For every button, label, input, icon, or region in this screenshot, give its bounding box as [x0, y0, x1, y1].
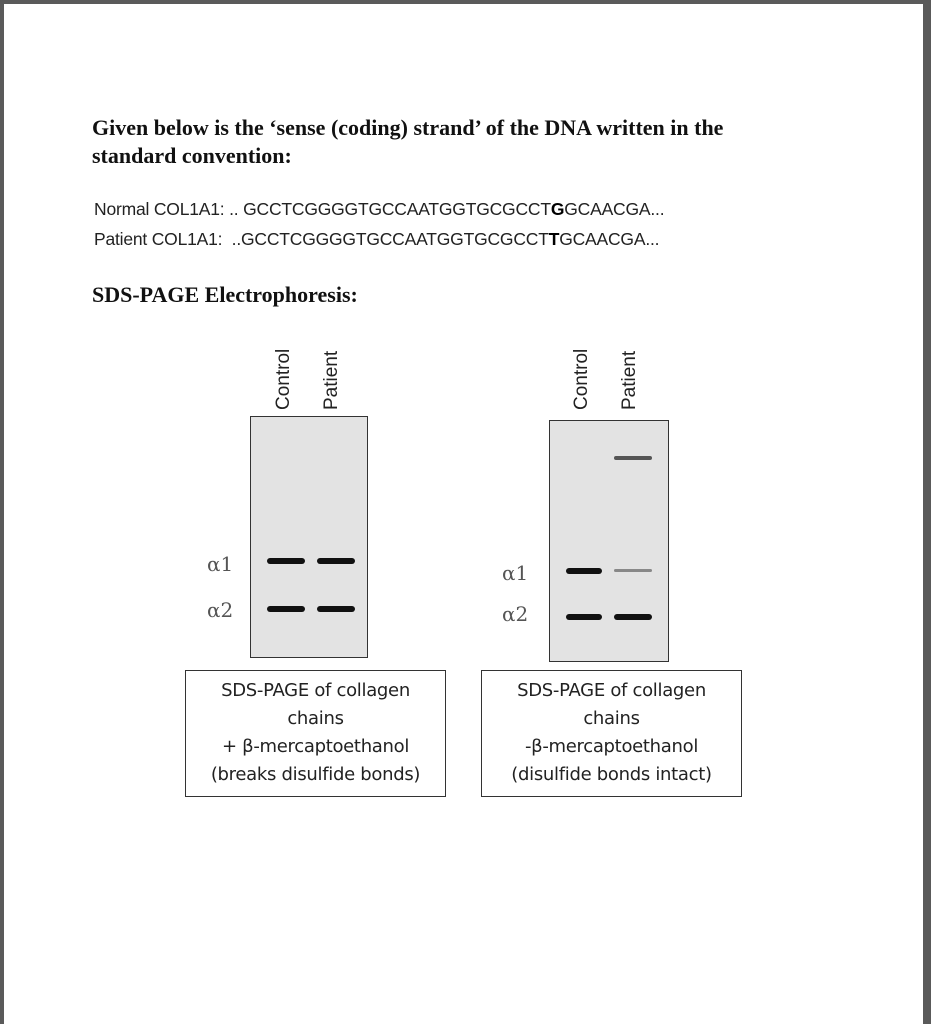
normal-sequence-post: GCAACGA...: [564, 199, 665, 219]
patient-sequence-pre: ..GCCTCGGGGTGCCAATGGTGCGCCT: [222, 229, 549, 249]
gel2-lane-label-patient: Patient: [619, 350, 640, 410]
gel2-caption-line-1: SDS-PAGE of collagen: [517, 680, 706, 701]
gel2-alpha1-label: α1: [502, 561, 529, 585]
gel2-band-control-alpha1: [566, 568, 602, 574]
normal-sequence-mutation-base: G: [550, 199, 565, 219]
gel2-image: [549, 420, 669, 662]
patient-sequence: [94, 229, 659, 250]
gel2-caption-line-4: (disulfide bonds intact): [511, 764, 712, 785]
patient-sequence-post: GCAACGA...: [559, 229, 660, 249]
patient-sequence-mutation-base: T: [548, 229, 560, 249]
intro-line-2: standard convention:: [92, 143, 292, 168]
document-page: [4, 4, 923, 1024]
gel1-caption-box: [185, 670, 446, 797]
intro-line-1: Given below is the ‘sense (coding) strand’ of the DNA written in the: [92, 115, 724, 140]
gel1-caption-line-4: (breaks disulfide bonds): [210, 764, 421, 785]
gel2-band-patient-top: [614, 456, 652, 460]
gel2-band-control-alpha2: [566, 614, 602, 620]
gel2-band-patient-alpha2: [614, 614, 652, 620]
gel2-band-patient-alpha1: [614, 569, 652, 572]
patient-sequence-label: Patient COL1A1:: [94, 229, 223, 249]
gel1-caption-line-2: chains: [287, 708, 344, 729]
gel1-caption-line-1: SDS-PAGE of collagen: [221, 680, 410, 701]
gel1-lane-label-control: Control: [273, 348, 294, 410]
normal-sequence-label: Normal COL1A1:: [94, 199, 225, 219]
gel1-lane-label-patient: Patient: [321, 350, 342, 410]
gel1-caption-line-3: + β-mercaptoethanol: [221, 736, 410, 757]
gel1-band-control-alpha2: [267, 606, 305, 612]
gel1-alpha1-label: α1: [207, 552, 234, 576]
gel2-caption-line-3: -β-mercaptoethanol: [524, 736, 699, 757]
gel2-lane-label-control: Control: [571, 348, 592, 410]
intro-text: [92, 114, 852, 170]
normal-sequence-pre: .. GCCTCGGGGTGCCAATGGTGCGCCT: [224, 199, 551, 219]
gel1-image: [250, 416, 368, 658]
gel2-alpha2-label: α2: [502, 602, 529, 626]
gel2-caption-box: [481, 670, 742, 797]
gel1-alpha2-label: α2: [207, 598, 234, 622]
gel2-caption-line-2: chains: [583, 708, 640, 729]
normal-sequence: [94, 199, 664, 220]
gel1-band-patient-alpha1: [317, 558, 355, 564]
sds-page-title: SDS-PAGE Electrophoresis:: [92, 282, 358, 307]
gel1-band-patient-alpha2: [317, 606, 355, 612]
gel1-band-control-alpha1: [267, 558, 305, 564]
